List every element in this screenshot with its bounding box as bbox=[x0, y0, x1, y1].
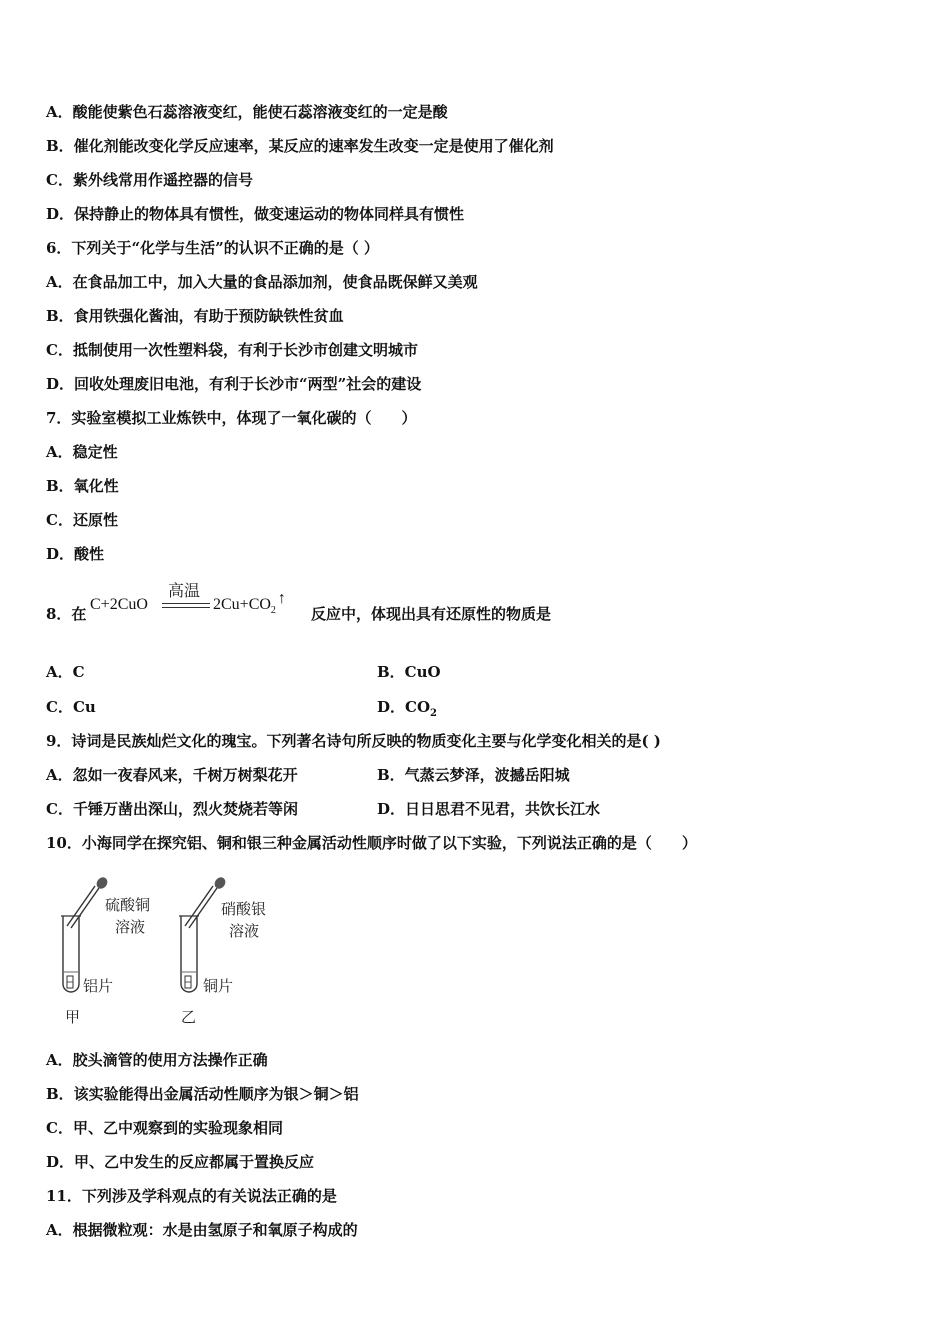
q11-stem: 11．下列涉及学科观点的有关说法正确的是 bbox=[46, 1187, 337, 1205]
q10-option-c: C．甲、乙中观察到的实验现象相同 bbox=[46, 1119, 283, 1137]
q7-option-c: C．还原性 bbox=[46, 511, 118, 529]
q9-option-a: A．忽如一夜春风来，千树万树梨花开 bbox=[46, 766, 298, 784]
q8-equation-condition: 高温 bbox=[168, 583, 201, 600]
q9-stem: 9．诗词是民族灿烂文化的瑰宝。下列著名诗句所反映的物质变化主要与化学变化相关的是( ) bbox=[46, 732, 661, 750]
q6-option-b: B．食用铁强化酱油，有助于预防缺铁性贫血 bbox=[46, 307, 344, 325]
right-solution-label-1: 硝酸银 bbox=[221, 900, 267, 918]
q8-option-d-text: D．CO bbox=[377, 698, 431, 716]
metal-strip-left bbox=[67, 976, 73, 988]
experiment-diagram bbox=[55, 872, 295, 1032]
q7-option-d: D．酸性 bbox=[46, 545, 105, 563]
left-tube-label: 甲 bbox=[65, 1008, 81, 1026]
q8-equals-line-bottom bbox=[162, 607, 210, 608]
q8-equation-sub: 2 bbox=[270, 605, 276, 617]
q8-option-d bbox=[377, 697, 437, 724]
q6-option-c: C．抵制使用一次性塑料袋，有利于长沙市创建文明城市 bbox=[46, 341, 418, 359]
q9-option-d: D．日日思君不见君，共饮长江水 bbox=[377, 800, 601, 818]
q9-option-c: C．千锤万凿出深山，烈火焚烧若等闲 bbox=[46, 800, 298, 818]
left-solution-label-1: 硫酸铜 bbox=[105, 896, 151, 914]
q10-option-d: D．甲、乙中发生的反应都属于置换反应 bbox=[46, 1153, 315, 1171]
gas-arrow-icon: ↑ bbox=[277, 590, 286, 607]
q8-equation-left: C+2CuO bbox=[90, 596, 148, 613]
q6-option-d: D．回收处理废旧电池，有利于长沙市“两型”社会的建设 bbox=[46, 375, 422, 393]
q5-option-c: C．紫外线常用作遥控器的信号 bbox=[46, 171, 253, 189]
q5-option-d: D．保持静止的物体具有惯性，做变速运动的物体同样具有惯性 bbox=[46, 205, 465, 223]
q5-option-b: B．催化剂能改变化学反应速率，某反应的速率发生改变一定是使用了催化剂 bbox=[46, 137, 554, 155]
q10-option-b: B．该实验能得出金属活动性顺序为银＞铜＞铝 bbox=[46, 1085, 359, 1103]
q8-prefix: 8．在 bbox=[46, 605, 87, 623]
q9-option-b: B．气蒸云梦泽，波撼岳阳城 bbox=[377, 766, 570, 784]
q7-stem: 7．实验室模拟工业炼铁中，体现了一氧化碳的（ ） bbox=[46, 409, 417, 427]
q7-option-a: A．稳定性 bbox=[46, 443, 118, 461]
q8-equation-right-text: 2Cu+CO bbox=[213, 596, 271, 613]
q11-option-a: A．根据微粒观：水是由氢原子和氧原子构成的 bbox=[46, 1221, 358, 1239]
q6-stem: 6．下列关于“化学与生活”的认识不正确的是（ ） bbox=[46, 239, 379, 257]
left-solution-label-2: 溶液 bbox=[115, 918, 146, 936]
q8-equals-line-top bbox=[162, 603, 210, 604]
right-solution-label-2: 溶液 bbox=[229, 922, 260, 940]
q10-stem: 10．小海同学在探究铝、铜和银三种金属活动性顺序时做了以下实验，下列说法正确的是（ ） bbox=[46, 834, 697, 852]
q8-option-c: C．Cu bbox=[46, 698, 96, 716]
q8-option-d-sub: 2 bbox=[430, 708, 437, 719]
q5-option-a: A．酸能使紫色石蕊溶液变红，能使石蕊溶液变红的一定是酸 bbox=[46, 103, 448, 121]
right-tube-label: 乙 bbox=[181, 1008, 197, 1026]
left-metal-label: 铝片 bbox=[83, 977, 114, 995]
q8-option-b: B．CuO bbox=[377, 663, 441, 681]
q6-option-a: A．在食品加工中，加入大量的食品添加剂，使食品既保鲜又美观 bbox=[46, 273, 478, 291]
metal-strip-right bbox=[185, 976, 191, 988]
q7-option-b: B．氧化性 bbox=[46, 477, 119, 495]
q8-option-a: A．C bbox=[46, 663, 85, 681]
dropper-left-icon bbox=[67, 875, 110, 928]
experiment-figure bbox=[55, 872, 295, 1036]
q10-option-a: A．胶头滴管的使用方法操作正确 bbox=[46, 1051, 268, 1069]
right-metal-label: 铜片 bbox=[203, 977, 234, 995]
q8-equation-right bbox=[213, 590, 286, 617]
q8-suffix: 反应中，体现出具有还原性的物质是 bbox=[311, 605, 552, 623]
